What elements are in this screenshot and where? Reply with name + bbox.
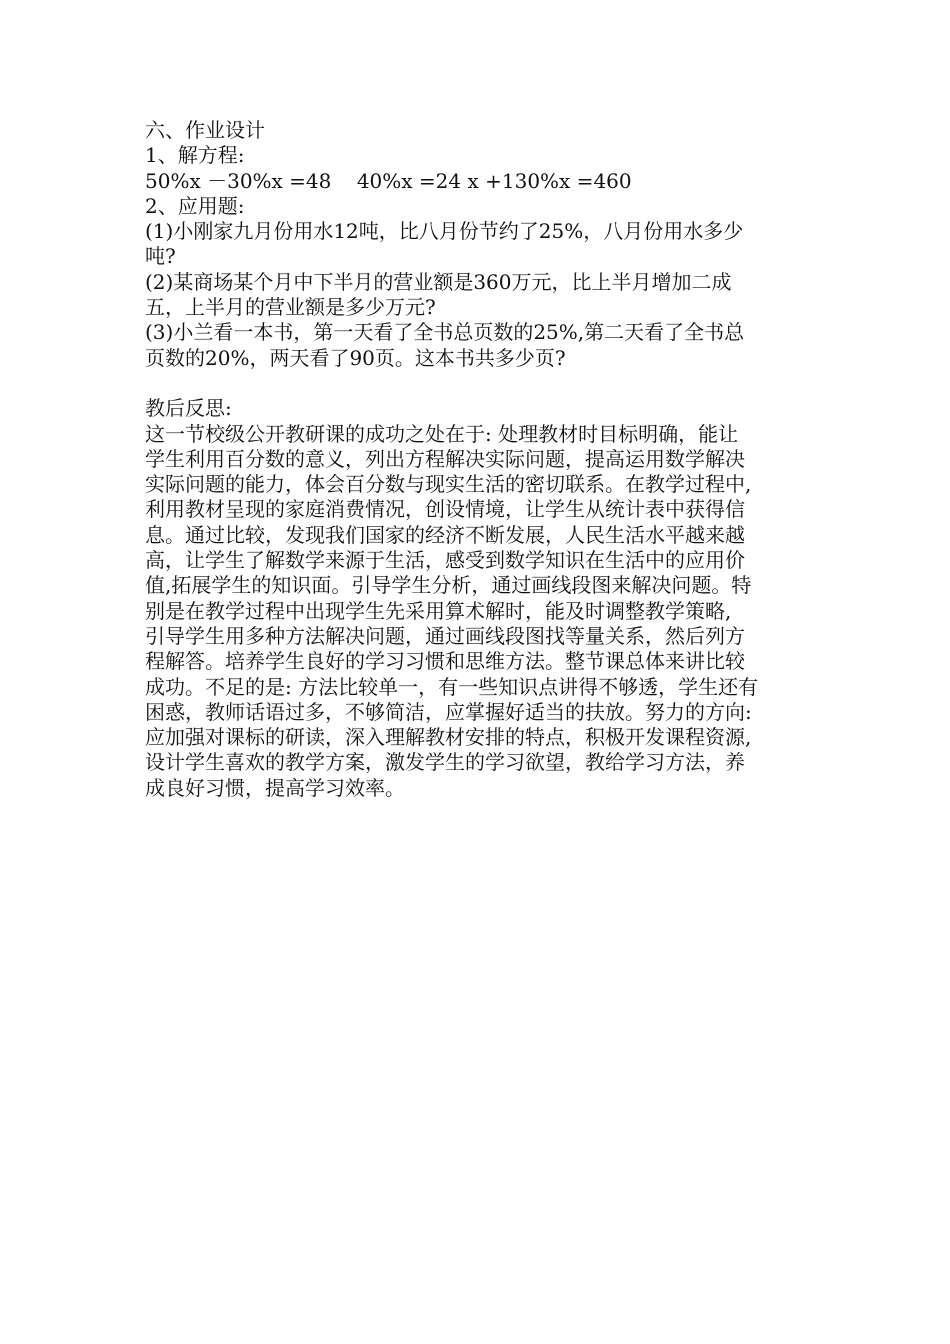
- reflection-line: 别是在教学过程中出现学生先采用算术解时，能及时调整教学策略,: [145, 598, 732, 623]
- homework-heading: 六、作业设计: [145, 118, 265, 142]
- document-page: [145, 118, 825, 801]
- reflection-line: 利用教材呈现的家庭消费情况，创设情境，让学生从统计表中获得信: [145, 497, 745, 522]
- reflection-line: 成良好习惯，提高学习效率。: [145, 775, 405, 800]
- reflection-line: 成功。不足的是: 方法比较单一，有一些知识点讲得不够透，学生还有: [145, 674, 759, 699]
- reflection-line: 应加强对课标的研读，深入理解教材安排的特点，积极开发课程资源,: [145, 725, 752, 750]
- reflection-line: 这一节校级公开教研课的成功之处在于: 处理教材时目标明确，能让: [145, 421, 739, 446]
- problem-1-line-1: (1)小刚家九月份用水12吨，比八月份节约了25%，八月份用水多少: [145, 219, 744, 244]
- problem-2-line-1: (2)某商场某个月中下半月的营业额是360万元，比上半月增加二成: [145, 269, 732, 294]
- reflection-line: 设计学生喜欢的教学方案，激发学生的学习欲望，教给学习方法，养: [145, 750, 745, 775]
- problem-3-line-2: 页数的20%，两天看了90页。这本书共多少页?: [145, 345, 566, 370]
- problem-2-line-2: 五，上半月的营业额是多少万元?: [145, 295, 436, 320]
- reflection-line: 高，让学生了解数学来源于生活，感受到数学知识在生活中的应用价: [145, 548, 745, 573]
- reflection-line: 息。通过比较，发现我们国家的经济不断发展，人民生活水平越来越: [145, 522, 745, 547]
- problem-3-line-1: (3)小兰看一本书，第一天看了全书总页数的25%,第二天看了全书总: [145, 320, 745, 345]
- spacer: [145, 371, 825, 396]
- reflection-line: 实际问题的能力，体会百分数与现实生活的密切联系。在教学过程中,: [145, 472, 752, 497]
- equations-label: 1、解方程:: [145, 143, 245, 168]
- equations-line: 50%x －30%x =48 40%x =24 x +130%x =460: [145, 168, 632, 193]
- reflection-line: 引导学生用多种方法解决问题，通过画线段图找等量关系，然后列方: [145, 623, 745, 648]
- reflection-line: 困惑，教师话语过多，不够简洁，应掌握好适当的扶放。努力的方向:: [145, 699, 752, 724]
- reflection-heading: 教后反思:: [145, 396, 232, 421]
- problem-1-line-2: 吨?: [145, 244, 176, 269]
- word-problems-label: 2、应用题:: [145, 193, 245, 218]
- reflection-line: 学生利用百分数的意义，列出方程解决实际问题，提高运用数学解决: [145, 446, 745, 471]
- reflection-line: 值,拓展学生的知识面。引导学生分析，通过画线段图来解决问题。特: [145, 573, 752, 598]
- reflection-line: 程解答。培养学生良好的学习习惯和思维方法。整节课总体来讲比较: [145, 649, 745, 674]
